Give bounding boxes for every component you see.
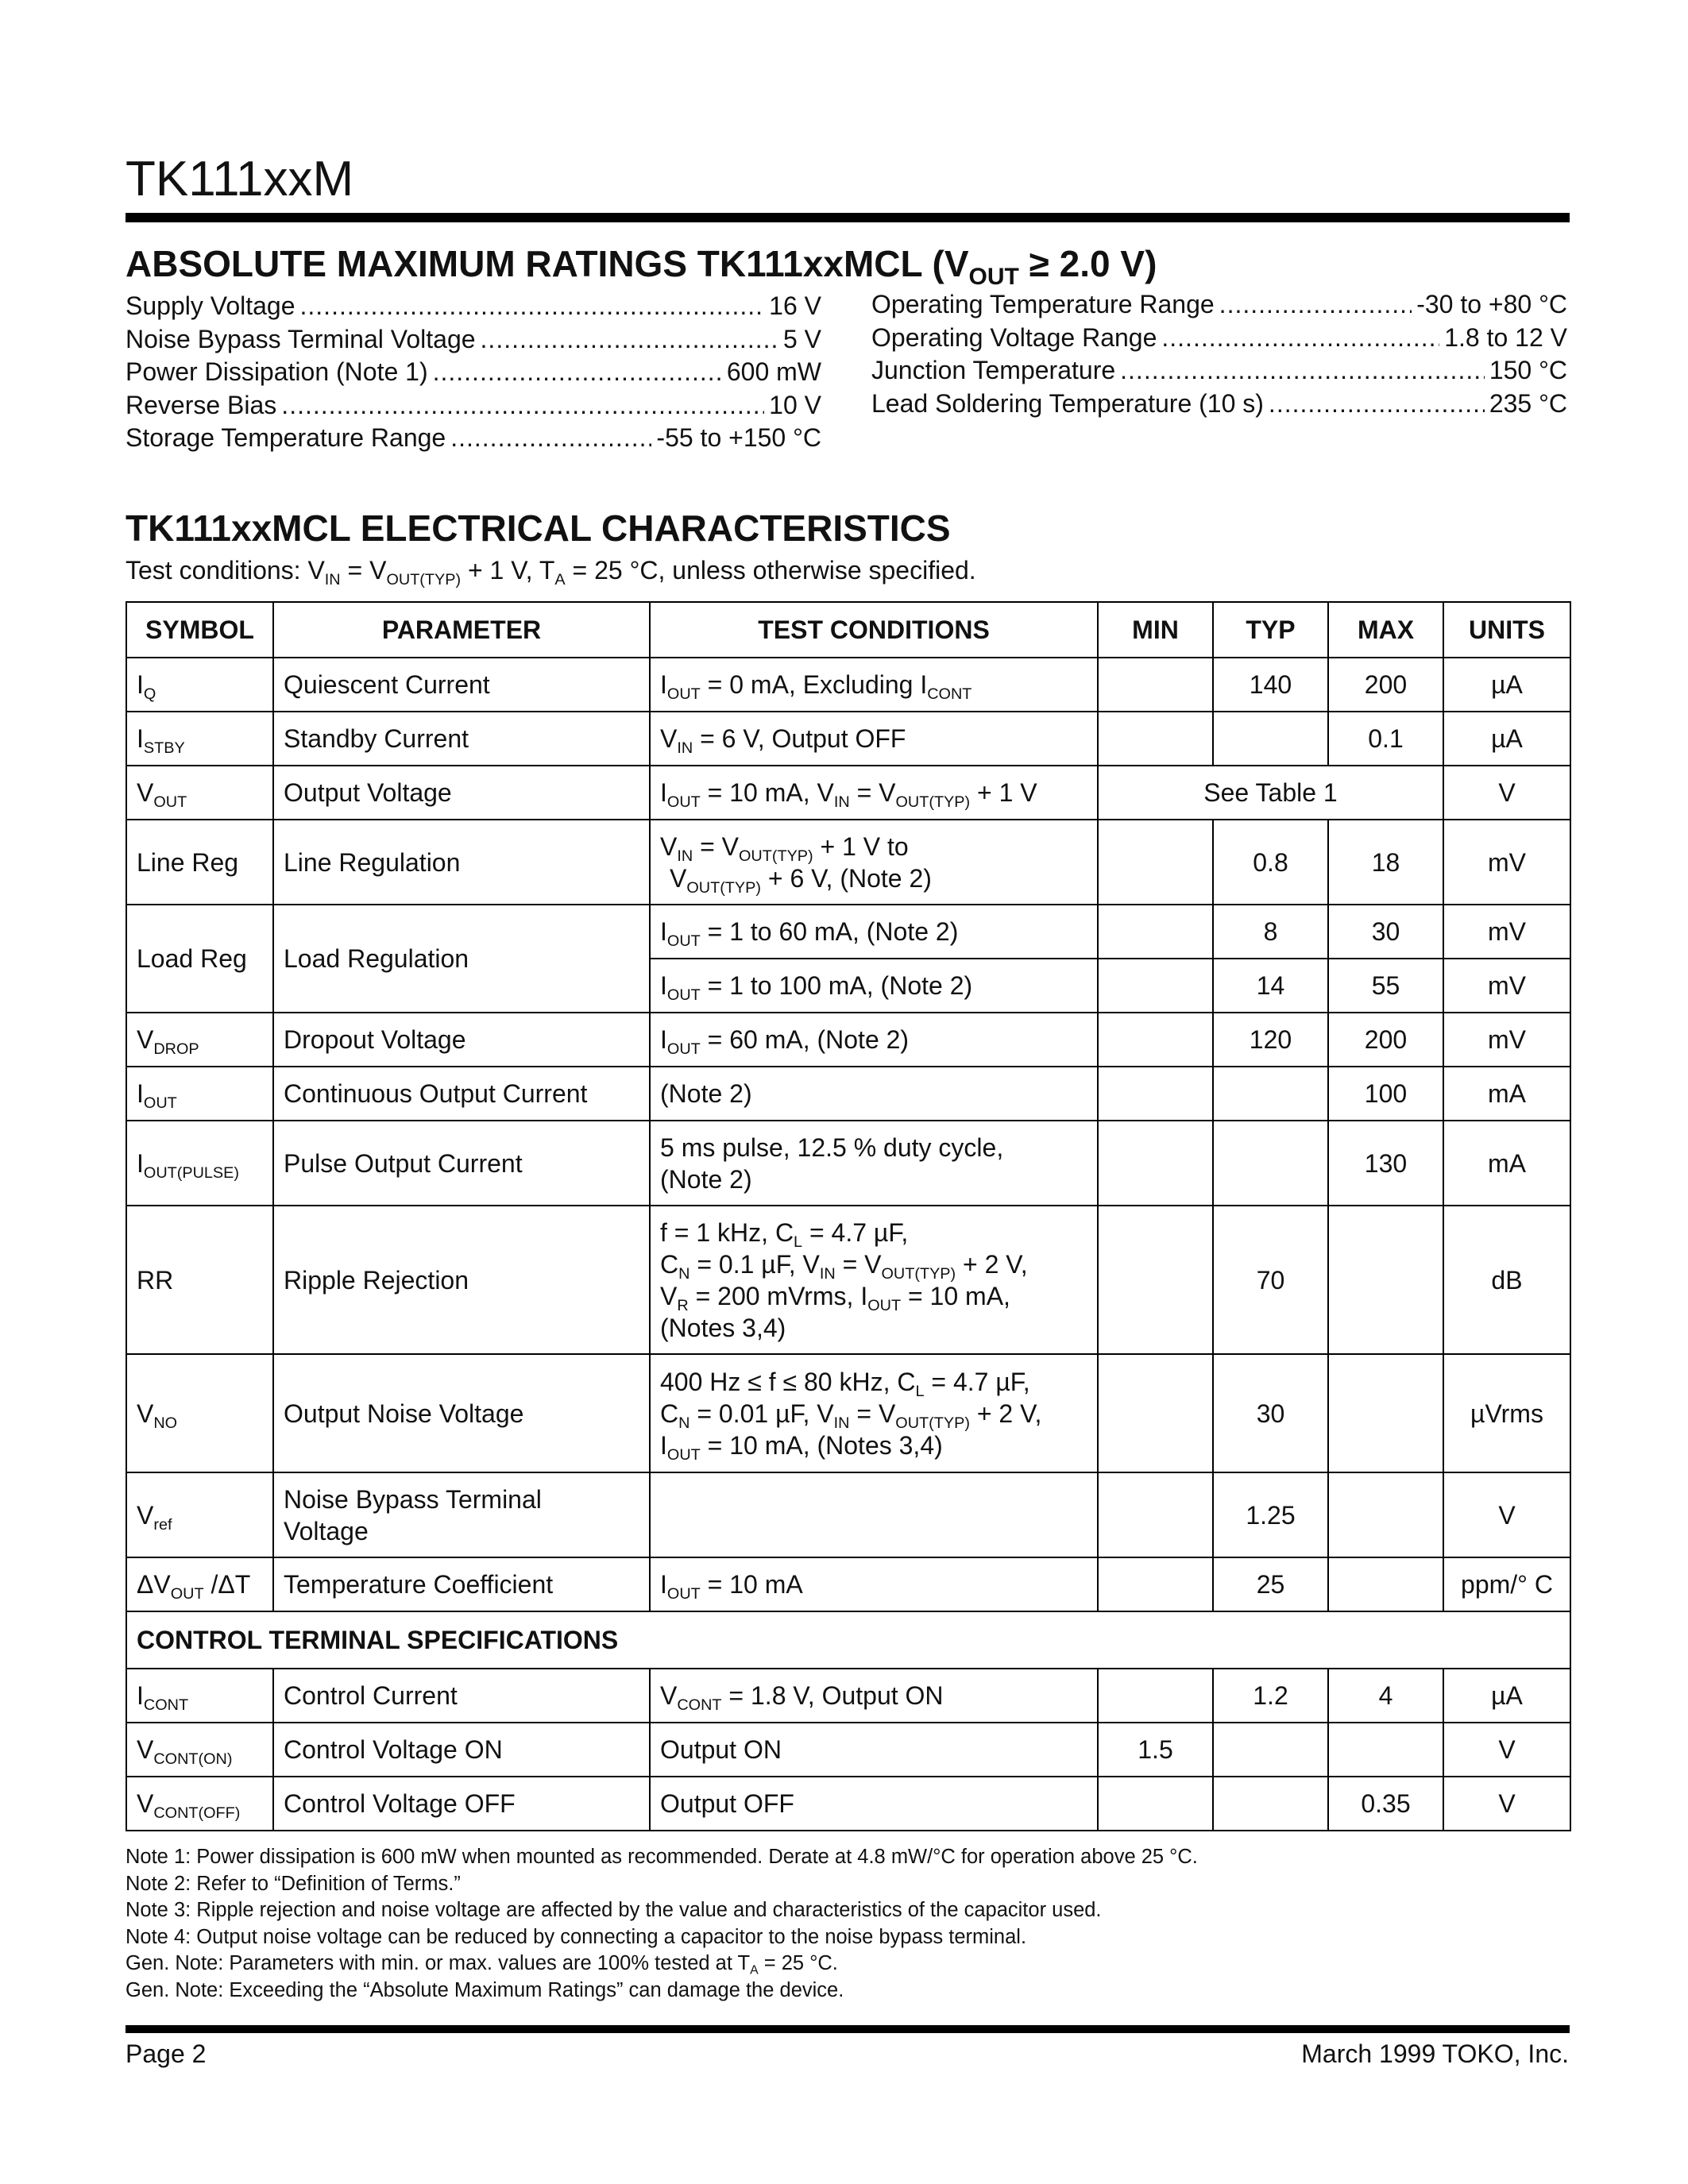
- col-header: PARAMETER: [273, 602, 650, 658]
- min-cell: [1098, 1777, 1213, 1831]
- note-3: Note 3: Ripple rejection and noise voltage are affected by the value and characteristics of the capacitor used.: [126, 1899, 1102, 1921]
- max-cell: 130: [1328, 1121, 1443, 1206]
- units-cell: mV: [1443, 1013, 1570, 1067]
- table-row: [126, 905, 1570, 959]
- col-header: TEST CONDITIONS: [650, 602, 1098, 658]
- test-condition-cell: (Note 2): [650, 1067, 1098, 1121]
- parameter-cell: Standby Current: [273, 712, 650, 766]
- max-cell: 55: [1328, 959, 1443, 1013]
- test-condition-cell: [650, 1472, 1098, 1557]
- max-cell: [1328, 1557, 1443, 1611]
- section-row: [126, 1611, 1570, 1669]
- min-cell: [1098, 658, 1213, 712]
- max-cell: 200: [1328, 658, 1443, 712]
- min-cell: [1098, 1121, 1213, 1206]
- symbol-cell: Load Reg: [126, 905, 273, 1013]
- symbol-cell: $V_{CONT(ON)}$: [126, 1723, 273, 1777]
- typ-cell: 140: [1213, 658, 1328, 712]
- typ-cell: [1213, 712, 1328, 766]
- note-1: Note 1: Power dissipation is 600 mW when mounted as recommended. Derate at 4.8 mW/°C for operation above 25 °C.: [126, 1846, 1198, 1868]
- rating-value: 235 °C: [1489, 388, 1567, 418]
- symbol-cell: $V_{DROP}$: [126, 1013, 273, 1067]
- abs-max-right-list: [871, 288, 1567, 420]
- symbol-cell: $V_{CONT(OFF)}$: [126, 1777, 273, 1831]
- units-cell: dB: [1443, 1206, 1570, 1354]
- parameter-cell: Load Regulation: [273, 905, 650, 1013]
- test-condition-cell: $I_{OUT} = 10$ mA: [650, 1557, 1098, 1611]
- parameter-cell: Temperature Coefficient: [273, 1557, 650, 1611]
- abs-max-title: ABSOLUTE MAXIMUM RATINGS TK111xxMCL ($V_{OUT} \ge 2.0$ V): [126, 243, 1157, 290]
- min-cell: [1098, 712, 1213, 766]
- rating-row: [871, 288, 1567, 322]
- parameter-cell: Output Noise Voltage: [273, 1354, 650, 1472]
- table-row: [126, 766, 1570, 820]
- rating-label: Power Dissipation (Note 1): [126, 357, 428, 386]
- table-header-row: [126, 602, 1570, 658]
- col-header: UNITS: [1443, 602, 1570, 658]
- max-cell: [1328, 1723, 1443, 1777]
- rating-label: Noise Bypass Terminal Voltage: [126, 324, 476, 353]
- typ-cell: [1213, 1723, 1328, 1777]
- dot-leader: [433, 356, 722, 389]
- min-cell: 1.5: [1098, 1723, 1213, 1777]
- max-cell: 0.1: [1328, 712, 1443, 766]
- electrical-characteristics-table: [126, 601, 1571, 1831]
- rating-value: 5 V: [782, 324, 821, 353]
- rating-label: Operating Temperature Range: [871, 290, 1215, 318]
- units-cell: mA: [1443, 1121, 1570, 1206]
- max-cell: 100: [1328, 1067, 1443, 1121]
- symbol-cell: $I_{OUT(PULSE)}$: [126, 1121, 273, 1206]
- col-header: MIN: [1098, 602, 1213, 658]
- elec-char-title: TK111xxMCL ELECTRICAL CHARACTERISTICS: [126, 507, 951, 549]
- table-row: [126, 1206, 1570, 1354]
- rating-label: Lead Soldering Temperature (10 s): [871, 388, 1264, 418]
- table-row: [126, 820, 1570, 905]
- dot-leader: [1269, 388, 1485, 421]
- abs-max-left-list: [126, 290, 821, 455]
- test-condition-cell: $I_{OUT} = 1$ to 60 mA, (Note 2): [650, 905, 1098, 959]
- rating-row: [126, 389, 821, 423]
- rating-value: 600 mW: [726, 357, 821, 386]
- rating-label: Supply Voltage: [126, 291, 295, 320]
- rating-value: 16 V: [769, 291, 821, 320]
- units-cell: V: [1443, 766, 1570, 820]
- symbol-cell: RR: [126, 1206, 273, 1354]
- test-condition-cell: $I_{OUT} = 60$ mA, (Note 2): [650, 1013, 1098, 1067]
- rating-row: [126, 290, 821, 323]
- table-row: [126, 1557, 1570, 1611]
- rating-row: [871, 354, 1567, 388]
- typ-cell: 8: [1213, 905, 1328, 959]
- min-cell: [1098, 1669, 1213, 1723]
- table-row: [126, 712, 1570, 766]
- typ-cell: [1213, 1777, 1328, 1831]
- parameter-cell: Control Voltage ON: [273, 1723, 650, 1777]
- table-row: [126, 1067, 1570, 1121]
- symbol-cell: $\Delta V_{OUT}$ /ΔT: [126, 1557, 273, 1611]
- dot-leader: [1219, 288, 1412, 322]
- min-cell: [1098, 1067, 1213, 1121]
- parameter-cell: Ripple Rejection: [273, 1206, 650, 1354]
- max-cell: [1328, 1354, 1443, 1472]
- typ-cell: [1213, 1067, 1328, 1121]
- header-rule: [126, 213, 1570, 222]
- units-cell: mV: [1443, 959, 1570, 1013]
- test-condition-cell: 5 ms pulse, 12.5 % duty cycle, (Note 2): [650, 1121, 1098, 1206]
- rating-value: 10 V: [769, 390, 821, 419]
- units-cell: µA: [1443, 1669, 1570, 1723]
- dot-leader: [481, 323, 778, 357]
- parameter-cell: Noise Bypass Terminal Voltage: [273, 1472, 650, 1557]
- max-cell: 18: [1328, 820, 1443, 905]
- table-row: [126, 1723, 1570, 1777]
- symbol-cell: $I_Q$: [126, 658, 273, 712]
- dot-leader: [1161, 322, 1439, 355]
- max-cell: [1328, 1472, 1443, 1557]
- dot-leader: [1120, 354, 1485, 388]
- units-cell: V: [1443, 1472, 1570, 1557]
- rating-value: -30 to +80 °C: [1416, 290, 1567, 318]
- min-cell: [1098, 1354, 1213, 1472]
- test-conditions: Test conditions: $V_{IN} = V_{OUT(TYP)} + 1$ V, $T_A = 25$ °C, unless otherwise specified.: [126, 556, 976, 588]
- min-cell: [1098, 1206, 1213, 1354]
- general-note-2: Gen. Note: Exceeding the “Absolute Maximum Ratings” can damage the device.: [126, 1978, 844, 2001]
- typ-cell: 1.25: [1213, 1472, 1328, 1557]
- min-cell: [1098, 959, 1213, 1013]
- symbol-cell: $V_{NO}$: [126, 1354, 273, 1472]
- units-cell: µA: [1443, 712, 1570, 766]
- symbol-cell: $I_{OUT}$: [126, 1067, 273, 1121]
- table-row: [126, 1121, 1570, 1206]
- min-cell: [1098, 820, 1213, 905]
- typ-cell: 30: [1213, 1354, 1328, 1472]
- typ-cell: 120: [1213, 1013, 1328, 1067]
- parameter-cell: Pulse Output Current: [273, 1121, 650, 1206]
- section-heading: CONTROL TERMINAL SPECIFICATIONS: [126, 1611, 1570, 1669]
- note-2: Note 2: Refer to “Definition of Terms.”: [126, 1872, 461, 1895]
- parameter-cell: Control Current: [273, 1669, 650, 1723]
- rating-row: [126, 422, 821, 455]
- rating-row: [871, 322, 1567, 355]
- rating-label: Operating Voltage Range: [871, 322, 1157, 352]
- page-number: Page 2: [126, 2039, 207, 2068]
- min-cell: [1098, 1472, 1213, 1557]
- test-condition-cell: $I_{OUT} = 1$ to 100 mA, (Note 2): [650, 959, 1098, 1013]
- units-cell: V: [1443, 1723, 1570, 1777]
- rating-value: -55 to +150 °C: [656, 423, 821, 452]
- footer-date-company: March 1999 TOKO, Inc.: [1301, 2039, 1569, 2068]
- rating-row: [126, 323, 821, 357]
- max-cell: 30: [1328, 905, 1443, 959]
- symbol-cell: $V_{ref}$: [126, 1472, 273, 1557]
- rating-label: Junction Temperature: [871, 356, 1116, 384]
- max-cell: 0.35: [1328, 1777, 1443, 1831]
- table-row: [126, 1354, 1570, 1472]
- test-condition-cell: f = 1 kHz, $C_L = 4.7$ µF, $C_N = 0.1$ µF, $V_{IN} = V_{OUT(TYP)} + 2$ V, $V_R = 200$ mVrms, $I_{OUT} = 10$ mA, (Notes 3,4): [650, 1206, 1098, 1354]
- parameter-cell: Output Voltage: [273, 766, 650, 820]
- document-title: TK111xxM: [126, 152, 354, 206]
- test-condition-cell: 400 Hz ≤ f ≤ 80 kHz, $C_L = 4.7$ µF, $C_N = 0.01$ µF, $V_{IN} = V_{OUT(TYP)} + 2$ V, $I_{OUT} = 10$ mA, (Notes 3,4): [650, 1354, 1098, 1472]
- rating-label: Storage Temperature Range: [126, 423, 446, 452]
- table-row: [126, 1472, 1570, 1557]
- symbol-cell: $I_{CONT}$: [126, 1669, 273, 1723]
- parameter-cell: Continuous Output Current: [273, 1067, 650, 1121]
- parameter-cell: Control Voltage OFF: [273, 1777, 650, 1831]
- typ-cell: 25: [1213, 1557, 1328, 1611]
- test-condition-cell: $I_{OUT} = 0$ mA, Excluding $I_{CONT}$: [650, 658, 1098, 712]
- rating-value: 1.8 to 12 V: [1444, 322, 1567, 352]
- parameter-cell: Quiescent Current: [273, 658, 650, 712]
- col-header: TYP: [1213, 602, 1328, 658]
- rating-row: [126, 356, 821, 389]
- test-condition-cell: $I_{OUT} = 10$ mA, $V_{IN} = V_{OUT(TYP)} + 1$ V: [650, 766, 1098, 820]
- typ-cell: 1.2: [1213, 1669, 1328, 1723]
- units-cell: V: [1443, 1777, 1570, 1831]
- test-condition-cell: $V_{IN} = V_{OUT(TYP)} + 1$ V to $V_{OUT(TYP)} + 6$ V, (Note 2): [650, 820, 1098, 905]
- max-cell: 4: [1328, 1669, 1443, 1723]
- parameter-cell: Line Regulation: [273, 820, 650, 905]
- col-header: SYMBOL: [126, 602, 273, 658]
- col-header: MAX: [1328, 602, 1443, 658]
- table-row: [126, 1669, 1570, 1723]
- table-row: [126, 658, 1570, 712]
- rating-label: Reverse Bias: [126, 390, 277, 419]
- notes-block: [126, 1844, 1198, 2004]
- dot-leader: [300, 290, 765, 323]
- min-cell: [1098, 1557, 1213, 1611]
- min-cell: [1098, 1013, 1213, 1067]
- rating-value: 150 °C: [1489, 356, 1567, 384]
- typ-cell: 14: [1213, 959, 1328, 1013]
- typ-cell: 0.8: [1213, 820, 1328, 905]
- note-4: Note 4: Output noise voltage can be reduced by connecting a capacitor to the noise bypass terminal.: [126, 1925, 1027, 1948]
- symbol-cell: $I_{STBY}$: [126, 712, 273, 766]
- footer-rule: [126, 2025, 1570, 2033]
- units-cell: mV: [1443, 820, 1570, 905]
- units-cell: mA: [1443, 1067, 1570, 1121]
- test-condition-cell: Output OFF: [650, 1777, 1098, 1831]
- units-cell: mV: [1443, 905, 1570, 959]
- test-condition-cell: $V_{CONT} = 1.8$ V, Output ON: [650, 1669, 1098, 1723]
- typ-cell: 70: [1213, 1206, 1328, 1354]
- see-table-cell: See Table 1: [1098, 766, 1443, 820]
- max-cell: 200: [1328, 1013, 1443, 1067]
- test-condition-cell: $V_{IN} = 6$ V, Output OFF: [650, 712, 1098, 766]
- dot-leader: [281, 389, 764, 423]
- table-row: [126, 1013, 1570, 1067]
- symbol-cell: Line Reg: [126, 820, 273, 905]
- symbol-cell: $V_{OUT}$: [126, 766, 273, 820]
- test-condition-cell: Output ON: [650, 1723, 1098, 1777]
- units-cell: µA: [1443, 658, 1570, 712]
- max-cell: [1328, 1206, 1443, 1354]
- units-cell: ppm/° C: [1443, 1557, 1570, 1611]
- rating-row: [871, 388, 1567, 421]
- general-note-1: Gen. Note: Parameters with min. or max. values are 100% tested at $T_A = 25$ °C.: [126, 1952, 838, 1978]
- typ-cell: [1213, 1121, 1328, 1206]
- units-cell: µVrms: [1443, 1354, 1570, 1472]
- parameter-cell: Dropout Voltage: [273, 1013, 650, 1067]
- table-row: [126, 1777, 1570, 1831]
- dot-leader: [450, 422, 651, 455]
- min-cell: [1098, 905, 1213, 959]
